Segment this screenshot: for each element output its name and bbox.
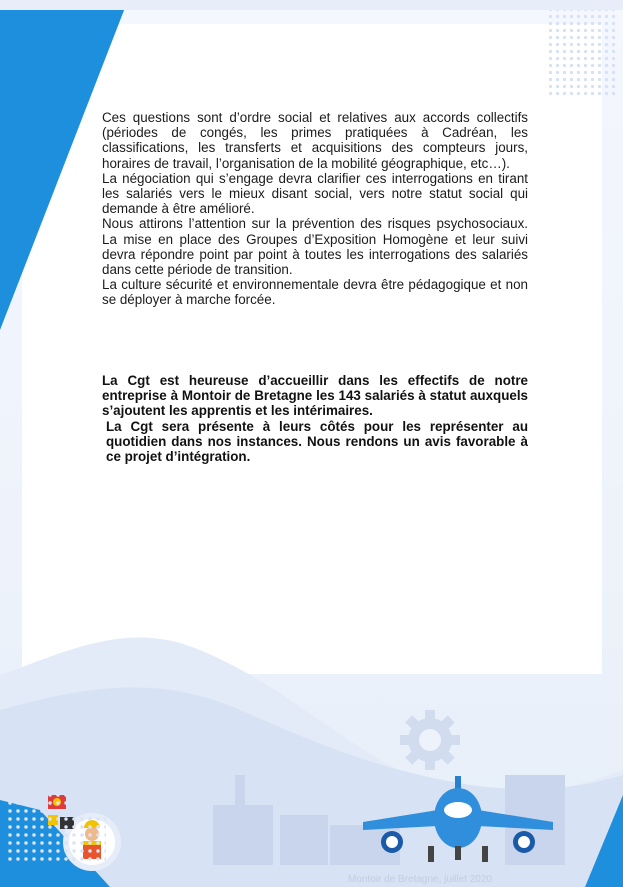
gear-icon: [400, 710, 460, 770]
body-text: [102, 110, 528, 308]
bold-paragraph: La Cgt sera présente à leurs côtés pour les représenter au quotidien dans nos instances. Nous rendons un avis favorable à ce projet d’intégration.: [106, 418, 528, 465]
footer-location-date: Montoir de Bretagne, juillet 2020: [348, 874, 492, 885]
dot-pattern-bottom-left: [6, 735, 106, 865]
paragraph: Ces questions sont d’ordre social et relatives aux accords collectifs (périodes de congés, les primes pratiquées à Cadréan, les classifications, les transferts et acquisitions des compteurs jours, horaires de travail, l’organisation de la mobilité géographique, etc…).: [102, 110, 528, 171]
bold-paragraph: La Cgt est heureuse d’accueillir dans les effectifs de notre entreprise à Montoir de Bretagne les 143 salariés à statut auxquels s’ajoutent les apprentis et les intérimaires.: [102, 373, 528, 419]
paragraph: Nous attirons l’attention sur la prévention des risques psychosociaux. La mise en place des Groupes d’Exposition Homogène et leur suivi devra répondre point par point à toutes les interrogations des salariés dans cette période de transition.: [102, 216, 528, 278]
paragraph: La négociation qui s’engage devra clarifier ces interrogations en tirant les salariés vers le mieux disant social, vers notre statut social qui demande à être amélioré.: [102, 170, 528, 217]
paragraph: La culture sécurité et environnementale devra être pédagogique et non se déployer à marche forcée.: [102, 277, 528, 308]
conclusion-text: [102, 373, 528, 464]
